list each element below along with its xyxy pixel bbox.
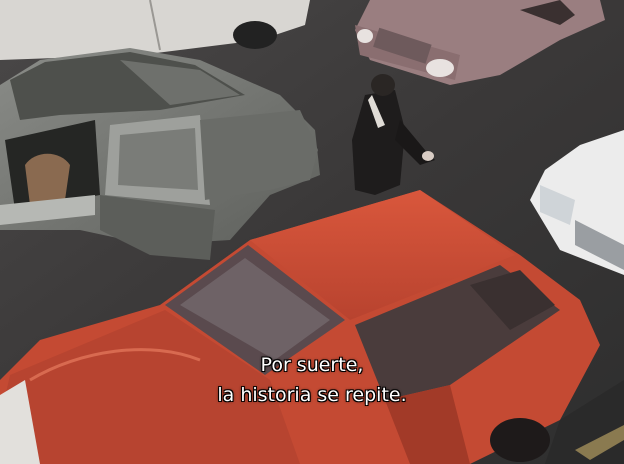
subtitle-line-1: Por suerte, (260, 354, 364, 376)
subtitle-block (0, 350, 624, 410)
subtitle-line-2: la historia se repite. (217, 384, 407, 406)
